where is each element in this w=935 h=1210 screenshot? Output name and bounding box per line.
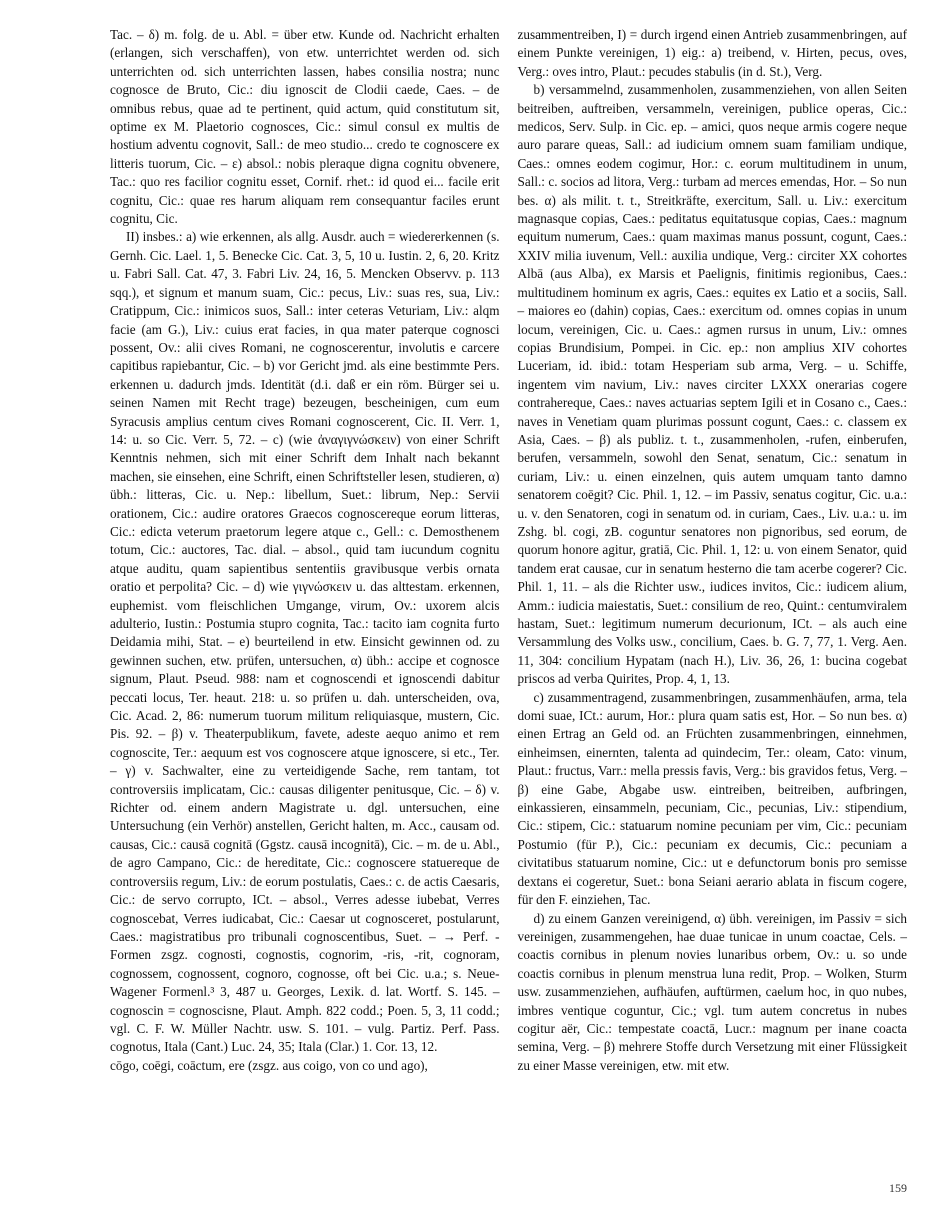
paragraph-right-2: b) versammelnd, zusammenholen, zusammenziehen, von allen Seiten beitreiben, auftreiben, versammeln, vereinigen, publice operas, Cic.: medicos, Serv. Sulp. in Cic. ep. – amici, quos neque armis cogere neque auro parare queas, Sall.: ad iudicium omnem suam familiam undique, Caes.: omnes eodem cogimur, Hor.: c. eorum multitudinem in unum, Sall.: c. socios ad litora, Verg.: turbam ad merces emendas, Hor. – So nun bes. α) als milit. t. t., Streitkräfte, exercitum, Sall. u. Liv.: exercitum magnasque copias, Caes.: peditatus equitatusque copias, Caes.: magnum equitum numerum, Caes.: quam maximas manus possunt, cogunt, Caes.: XXIV milia iuvenum, Vell.: auxilia undique, Verg.: circiter XX cohortes Albā (aus Alba), ex Marsis et Paelignis, finitimis regionibus, Caes.: multitudinem hominum ex agris, Caes.: equites ex Latio et a sociis, Sall. – maiores eo (dahin) copias, Caes.: exercitum od. omnes copias in unum locum, vereinigen, Cic. u. Caes.: agmen rursus in unum, Liv.: omnes copias Brundisium, Pompei. in Cic. ep.: non amplius XIV cohortes Luceriam, id. ibid.: totam Hesperiam sub arma, Verg. – u. Schiffe, ingentem vim navium, Liv.: naves circiter LXXX onerarias cogere contrahereque, Caes.: naves actuarias septem Igili et in Cosano c., Caes.: naves in Venetiam quam plurimas possunt cogunt, Caes.: c. classem ex Asia, Caes. – β) als publiz. t. t., zusammenholen, -rufen, einberufen, berufen, versammeln, sowohl den Senat, senatum, Cic.: senatum in curiam, Liv.: u. einen einzelnen, quis autem umquam tanto damno senatorem coēgit? Cic. Phil. 1, 12. – im Passiv, senatus cogitur, Cic. u.a.: u. v. den Senatoren, cogi in senatum od. in curiam, Caes., Liv. u.a.: u. im Zshg. bl. cogi, zB. coguntur senatores non pignoribus, sed eorum, de quorum honore agitur, gratiā, Cic. Phil. 1, 12: u. von einem Senator, quid tandem erat causae, cur in senatum hesterno die tam acerbe cogerer? Cic. Phil. 1, 11. – als die Richter usw., iudices invitos, Cic.: iudicem alium, Amm.: iudicia maiestatis, Suet.: consilium de reo, Quint.: centumviralem hastam, Suet.: legitimum numerum decurionum, ICt. – als auch eine Versammlung des Volks usw., concilium, Caes. b. G. 7, 77, 1. Verg. Aen. 11, 304: concilium Hypatam (nach H.), Liv. 36, 26, 1: bucina cogebat priscos ad verba Quirites, Prop. 4, 1, 13. bbox=[517, 82, 907, 687]
paragraph-left-3: cōgo, coēgi, coāctum, ere (zsgz. aus coigo, von co und ago), bbox=[110, 1057, 428, 1073]
left-column bbox=[110, 26, 500, 1075]
paragraph-right-4: d) zu einem Ganzen vereinigend, α) übh. vereinigen, im Passiv = sich vereinigen, zusammengehen, hae duae tunicae in unum coactae, Cels. – coactis cornibus in plenum novies lunaribus orbem, Ov.: u. so unde coactis cornibus in plenum menstrua luna redit, Prop. – Wolken, Sturm usw. zusammenziehen, aufhäufen, auftürmen, caelum hoc, in quo nubes, imbres ventique coguntur, Cic.; vgl. tum autem concretus in nubes cogitur aër, Cic.: tempestate coactā, Lucr.: magnum per inane coacta semina, Verg. – β) mehrere Stoffe durch Versetzung mit einer Flüssigkeit zu einer Masse vereinigen, etw. mit etw. bbox=[517, 910, 907, 1073]
paragraph-left-1: Tac. – δ) m. folg. de u. Abl. = über etw. Kunde od. Nachricht erhalten (erlangen, sich verschaffen), von etw. unterrichtet werden od. sich unterrichten od. sich unterrichten lassen, habes consilia nostra; nunc cognosce de Bruto, Cic.: diu ignoscit de Clodii caede, Caes. – de omnibus rebus, quae ad te pertinent, quid actum, quid constitutum sit, optime ex M. Plaetorio cognosces, Cic.: simul consul ex multis de hostium adventu cognovit, Sall.: de meo studio... credo te cognoscere ex litteris tuorum, Cic. – ε) absol.: nobis pleraque digna cognitu obvenere, Tac.: quo res facilior cognitu esset, Cornif. rhet.: id quod ei... facile erit cognitu, Cic.: quae res harum aliquam rem consequantur faciles erunt cognitu, Cic. bbox=[110, 27, 500, 227]
right-column bbox=[518, 26, 908, 1075]
paragraph-right-1: zusammentreiben, I) = durch irgend einen Antrieb zusammenbringen, auf einem Punkte vereinigen, 1) eig.: a) treibend, v. Hirten, pecus, oves, Verg.: oves intro, Plaut.: pecudes stabulis (in d. St.), Verg. bbox=[517, 27, 907, 79]
paragraph-right-3: c) zusammentragend, zusammenbringen, zusammenhäufen, arma, tela domi suae, ICt.: aurum, Hor.: plura quam satis est, Hor. – So nun bes. α) einen Ertrag an Geld od. an Früchten zusammenbringen, einnehmen, einheimsen, einernten, talenta ad quindecim, Ter.: oleam, Cato: vinum, Plaut.: fructus, Varr.: mella pressis favis, Verg.: bis gravidos fetus, Verg. – β) eine Gabe, Abgabe usw. eintreiben, beitreiben, aufbringen, einkassieren, einsammeln, pecuniam, Cic., pecunias, Liv.: stipendium, Cic.: stipem, Cic.: statuarum nomine pecuniam per vim, Cic.: pecuniam Postumio (für P.), Cic.: pecuniam ex decumis, Cic.: pecuniam a civitatibus statuarum nomine, Cic.: ut e defunctorum bonis pro semisse dextans ei cogeretur, Suet.: bona Seiani aerario ablata in fiscum cogere, für den F. einziehen, Tac. bbox=[517, 689, 907, 908]
text-columns bbox=[110, 26, 907, 1075]
paragraph-left-2: II) insbes.: a) wie erkennen, als allg. Ausdr. auch = wiedererkennen (s. Gernh. Cic. Lael. 1, 5. Benecke Cic. Cat. 3, 5, 10 u. Iustin. 2, 6, 20. Kritz u. Fabri Sall. Cat. 47, 3. Fabri Liv. 24, 16, 5. Mencken Observv. p. 113 sqq.), et signum et manum suam, Cic.: pecus, Liv.: suas res, sua, Liv.: Cratippum, Cic.: inimicos suos, Sall.: inter ceteras Veturiam, Liv.: alqm facie (am G.), Liv.: cuius erat facies, in qua mater paterque cognosci possent, Ov.: alii cives Romani, ne cognoscerentur, involutis e carcere capitibus rapiebantur, Cic. – b) vor Gericht jmd. als eine bestimmte Pers. erkennen u. dadurch jmds. Identität (d.i. daß er ein röm. Bürger sei u. seinen Namen mit Recht trage) bezeugen, bescheinigen, cum eum Syracusis amplius centum cives Romani cognoscerent, Cic. II. Verr. 1, 14: u. so Cic. Verr. 5, 72. – c) (wie ἀναγιγνώσκειν) von einer Schrift Kenntnis nehmen, sich mit einer Schrift dem Inhalt nach bekannt machen, sie einsehen, eine Schrift, einen Schriftsteller lesen, studieren, α) übh.: litteras, Cic. u. Nep.: libellum, Suet.: librum, Nep.: Servii orationem, Cic.: audire oratores Graecos cognoscereque eorum litteras, Cic.: edicta veterum praetorum legere atque c., Gell.: c. Demosthenem totum, Cic.: auctores, Tac. dial. – absol., quid tam iucundum cognitu atque auditu, quam sapientibus sententiis gravibusque verbis ornata oratio et perpolita? Cic. – d) wie γιγνώσκειν u. das alttestam. erkennen, euphemist. vom fleischlichen Umgange, virum, Ov.: uxorem alcis adulterio, Iustin.: Postumia stupro cognita, Tac.: tacito iam cognita furto Deidamia mihi, Stat. – e) beurteilend in etw. Einsicht gewinnen od. zu gewinnen suchen, etw. prüfen, untersuchen, α) übh.: accipe et cognosce signum, Plaut. Pseud. 988: nam et cognoscendi et ignoscendi dabitur peccati locus, Ter. heaut. 218: u. so prüfen u. dah. unterscheiden, ova, Cic. Acad. 2, 86: numerum tuorum militum reliquiasque, mustern, Cic. Pis. 92. – β) v. Theaterpublikum, favete, adeste aequo animo et rem cognoscite, Ter.: aequum est vos cognoscere atque ignoscere, si etc., Ter. – γ) v. Sachwalter, eine zu verteidigende Sache, rem tantam, tot controversiis implicatam, Cic.: causas diligenter penitusque, Cic. – δ) v. Richter od. einem andern Magistrate u. dgl. untersuchen, eine Untersuchung (ein Verhör) anstellen, Gericht halten, m. Acc., causam od. causas, Cic.: causā cognitā (Ggstz. causā incognitā), Cic. – m. de u. Abl., de agro Campano, Cic.: de hereditate, Cic.: cognoscere statuereque de controversiis regum, Liv.: de eorum postulatis, Caes.: c. de actis Caesaris, Cic.: de servo corrupto, ICt. – absol., Verres adesse iubebat, Verres cognoscebat, Verres iudicabat, Cic.: Caesar ut cognosceret, postularunt, Caes.: magistratibus pro tribunali cognoscentibus, Suet. – → Perf. -Formen zsgz. cognosti, cognostis, cognorim, -ris, -rit, cognoram, cognossem, cognossent, cognoro, cognosse, oft bei Cic. u.a.; s. Neue-Wagener Formenl.³ 3, 487 u. Georges, Lexik. d. lat. Wortf. S. 145. – cognoscin = cognoscisne, Plaut. Amph. 822 codd.; Poen. 5, 3, 11 codd.; vgl. C. F. W. Müller Nachtr. usw. S. 101. – vulg. Partiz. Perf. Pass. cognotus, Itala (Cant.) Luc. 24, 35; Itala (Clar.) 1. Cor. 13, 12. bbox=[110, 229, 500, 1055]
page-number: 159 bbox=[889, 1181, 907, 1195]
